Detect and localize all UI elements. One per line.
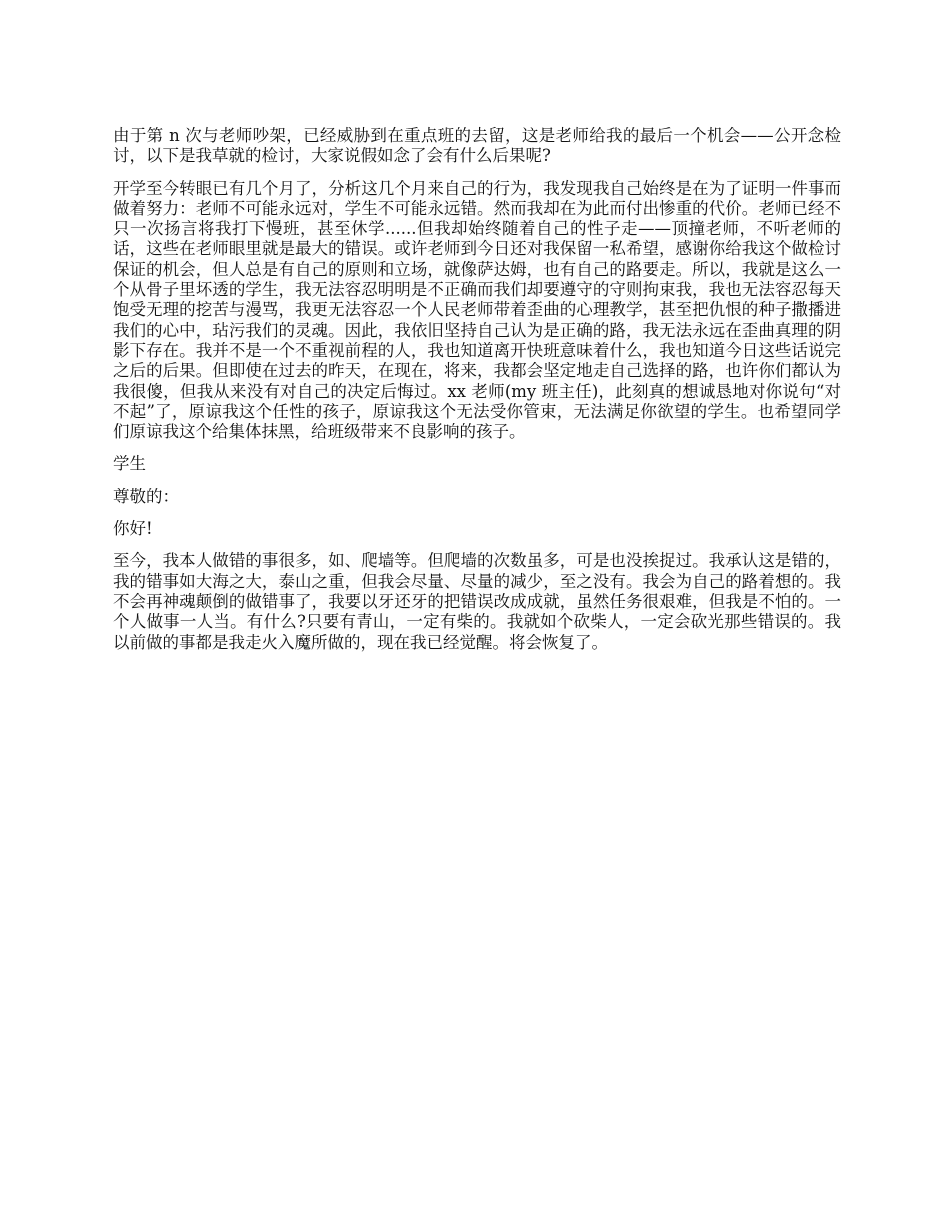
paragraph-intro: 由于第 n 次与老师吵架，已经威胁到在重点班的去留，这是老师给我的最后一个机会——公开念检讨，以下是我草就的检讨，大家说假如念了会有什么后果呢? bbox=[113, 126, 841, 166]
paragraph-self-criticism: 开学至今转眼已有几个月了，分析这几个月来自己的行为，我发现我自己始终是在为了证明一件事而做着努力：老师不可能永远对，学生不可能永远错。然而我却在为此而付出惨重的代价。老师已经不只一次扬言将我打下慢班，甚至休学......但我却始终随着自己的性子走——顶撞老师，不听老师的话，这些在老师眼里就是最大的错误。或许老师到今日还对我保留一私希望，感谢你给我这个做检讨保证的机会，但人总是有自己的原则和立场，就像萨达姆，也有自己的路要走。所以，我就是这么一个从骨子里坏透的学生，我无法容忍明明是不正确而我们却要遵守的守则拘束我，我也无法容忍每天饱受无理的挖苦与漫骂，我更无法容忍一个人民老师带着歪曲的心理教学，甚至把仇恨的种子撒播进我们的心中，玷污我们的灵魂。因此，我依旧坚持自己认为是正确的路，我无法永远在歪曲真理的阴影下存在。我并不是一个不重视前程的人，我也知道离开快班意味着什么，我也知道今日这些话说完之后的后果。但即使在过去的昨天，在现在，将来，我都会坚定地走自己选择的路，也许你们都认为我很傻，但我从来没有对自己的决定后悔过。xx 老师(my 班主任)，此刻真的想诚恳地对你说句“对不起”了，原谅我这个任性的孩子，原谅我这个无法受你管束，无法满足你欲望的学生。也希望同学们原谅我这个给集体抹黑，给班级带来不良影响的孩子。 bbox=[113, 178, 841, 442]
paragraph-signature: 学生 bbox=[113, 454, 146, 474]
document-body bbox=[113, 126, 841, 665]
paragraph-confession: 至今，我本人做错的事很多，如、爬墙等。但爬墙的次数虽多，可是也没挨捉过。我承认这是错的，我的错事如大海之大，泰山之重，但我会尽量、尽量的减少，至之没有。我会为自己的路着想的。我不会再神魂颠倒的做错事了，我要以牙还牙的把错误改成成就，虽然任务很艰难，但我是不怕的。一个人做事一人当。有什么?只要有青山，一定有柴的。我就如个砍柴人，一定会砍光那些错误的。我以前做的事都是我走火入魔所做的，现在我已经觉醒。将会恢复了。 bbox=[113, 551, 841, 652]
paragraph-greeting: 你好! bbox=[113, 519, 153, 539]
paragraph-salutation: 尊敬的： bbox=[113, 486, 179, 506]
